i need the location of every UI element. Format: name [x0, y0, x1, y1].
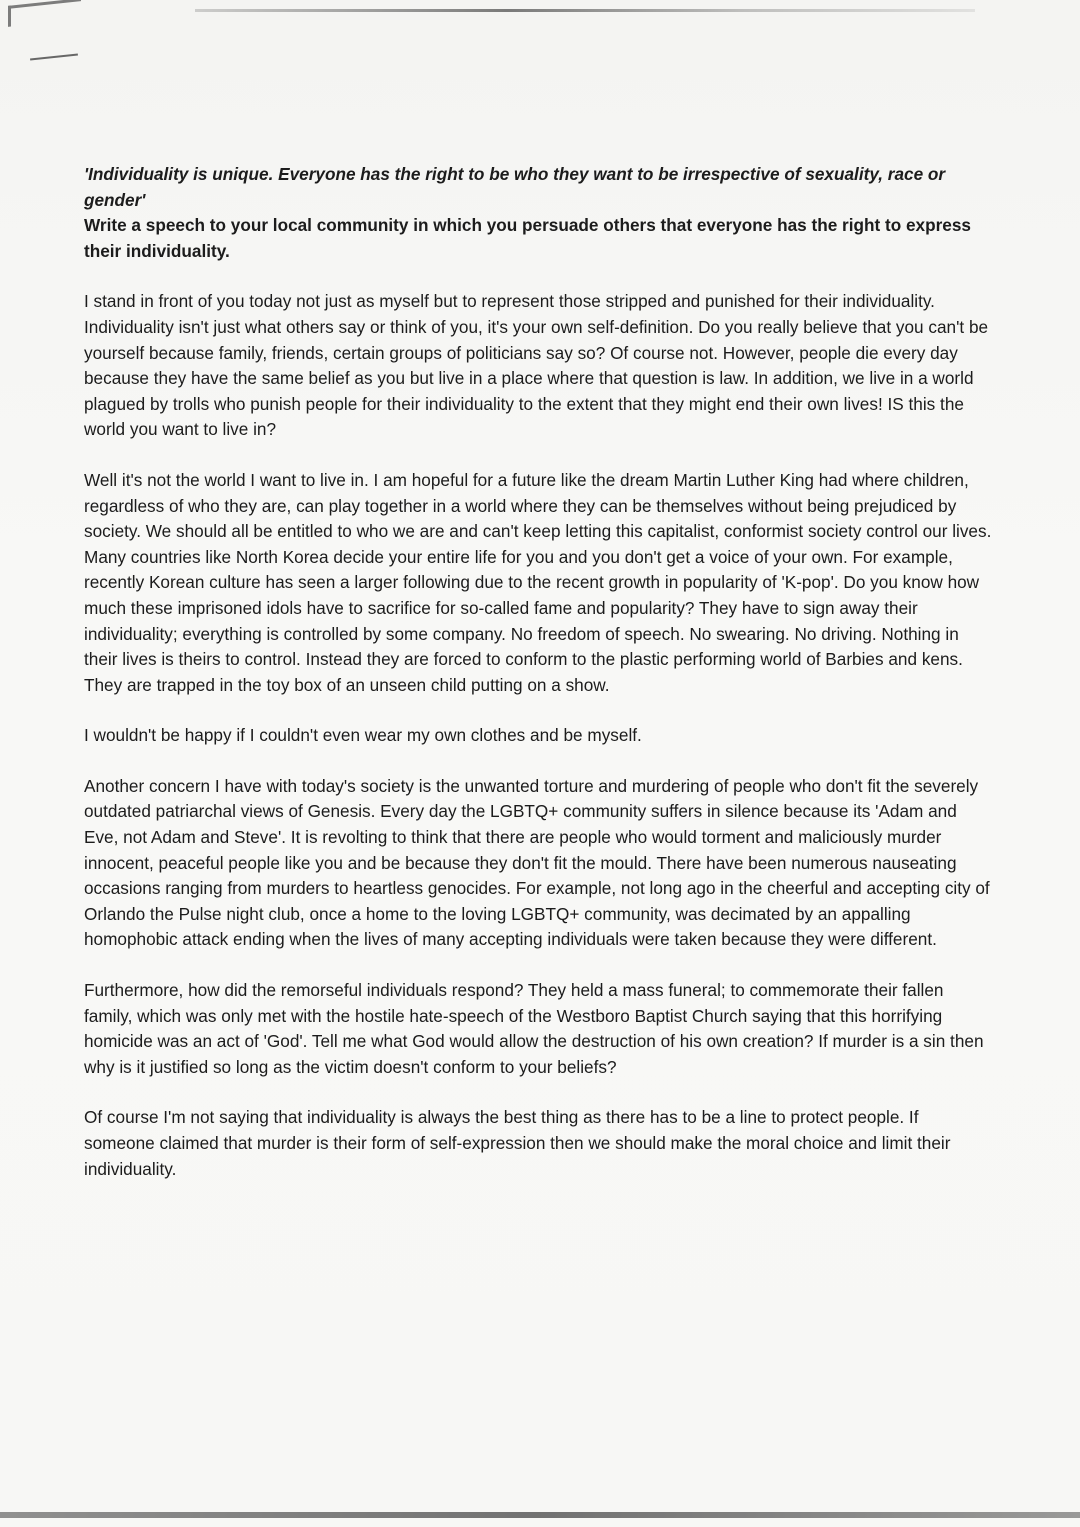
scan-corner-mark [8, 0, 81, 27]
paragraph-5: Furthermore, how did the remorseful individuals respond? They held a mass funeral; to commemorate their fallen family, which was only met with the hostile hate-speech of the Westboro Baptist Church saying that this horrifying homicide was an act of 'God'. Tell me what God would allow the destruction of his own creation? If murder is a sin then why is it justified so long as the victim doesn't conform to your beliefs? [84, 980, 984, 1077]
spacer [84, 1080, 992, 1105]
scan-edge-mark [30, 53, 78, 60]
paragraph-1: I stand in front of you today not just as myself but to represent those stripped and punished for their individuality. Individuality isn't just what others say or think of you, it's your own self-definition. Do you really believe that you can't be yourself because family, friends, certain groups of politicians say so? Of course not. However, people die every day because they have the same belief as you but live in a place where that question is law. In addition, we live in a world plagued by trolls who punish people for their individuality to the extent that they might end their own lives! IS this the world you want to live in? [84, 291, 989, 440]
paragraph-6: Of course I'm not saying that individuality is always the best thing as there has to be a line to protect people. If someone claimed that murder is their form of self-expression then we should make the moral choice and limit their individuality. [84, 1107, 951, 1179]
task-instruction: Write a speech to your local community in which you persuade others that everyone has the right to express their individuality. [84, 215, 971, 261]
spacer [84, 953, 992, 978]
spacer [84, 443, 992, 468]
scan-top-edge [195, 9, 975, 12]
paragraph-2: Well it's not the world I want to live in. I am hopeful for a future like the dream Martin Luther King had where children, regardless of who they are, can play together in a world where they can be themselves without being prejudiced by society. We should all be entitled to who we are and can't keep letting this capitalist, conformist society control our lives. Many countries like North Korea decide your entire life for you and you don't get a voice of your own. For example, recently Korean culture has seen a larger following due to the recent growth in popularity of 'K-pop'. Do you know how much these imprisoned idols have to sacrifice for so-called fame and popularity? They have to sign away their individuality; everything is controlled by some company. No freedom of speech. No swearing. No driving. Nothing in their lives is theirs to control. Instead they are forced to conform to the plastic performing world of Barbies and kens. They are trapped in the toy box of an unseen child putting on a show. [84, 469, 992, 695]
spacer [84, 698, 992, 723]
scan-bottom-edge [0, 1512, 1080, 1518]
document-body [84, 162, 992, 1182]
paragraph-3: I wouldn't be happy if I couldn't even wear my own clothes and be myself. [84, 725, 642, 746]
spacer [84, 749, 992, 774]
spacer [84, 264, 992, 289]
prompt-quote: 'Individuality is unique. Everyone has the right to be who they want to be irrespective of sexuality, race or gender' [84, 164, 946, 210]
paragraph-4: Another concern I have with today's society is the unwanted torture and murdering of people who don't fit the severely outdated patriarchal views of Genesis. Every day the LGBTQ+ community suffers in silence because its 'Adam and Eve, not Adam and Steve'. It is revolting to think that there are people who would torment and maliciously murder innocent, peaceful people like you and be because they don't fit the mould. There have been numerous nauseating occasions ranging from murders to heartless genocides. For example, not long ago in the cheerful and accepting city of Orlando the Pulse night club, once a home to the loving LGBTQ+ community, was decimated by an appalling homophobic attack ending when the lives of many accepting individuals were taken because they were different. [84, 775, 990, 950]
